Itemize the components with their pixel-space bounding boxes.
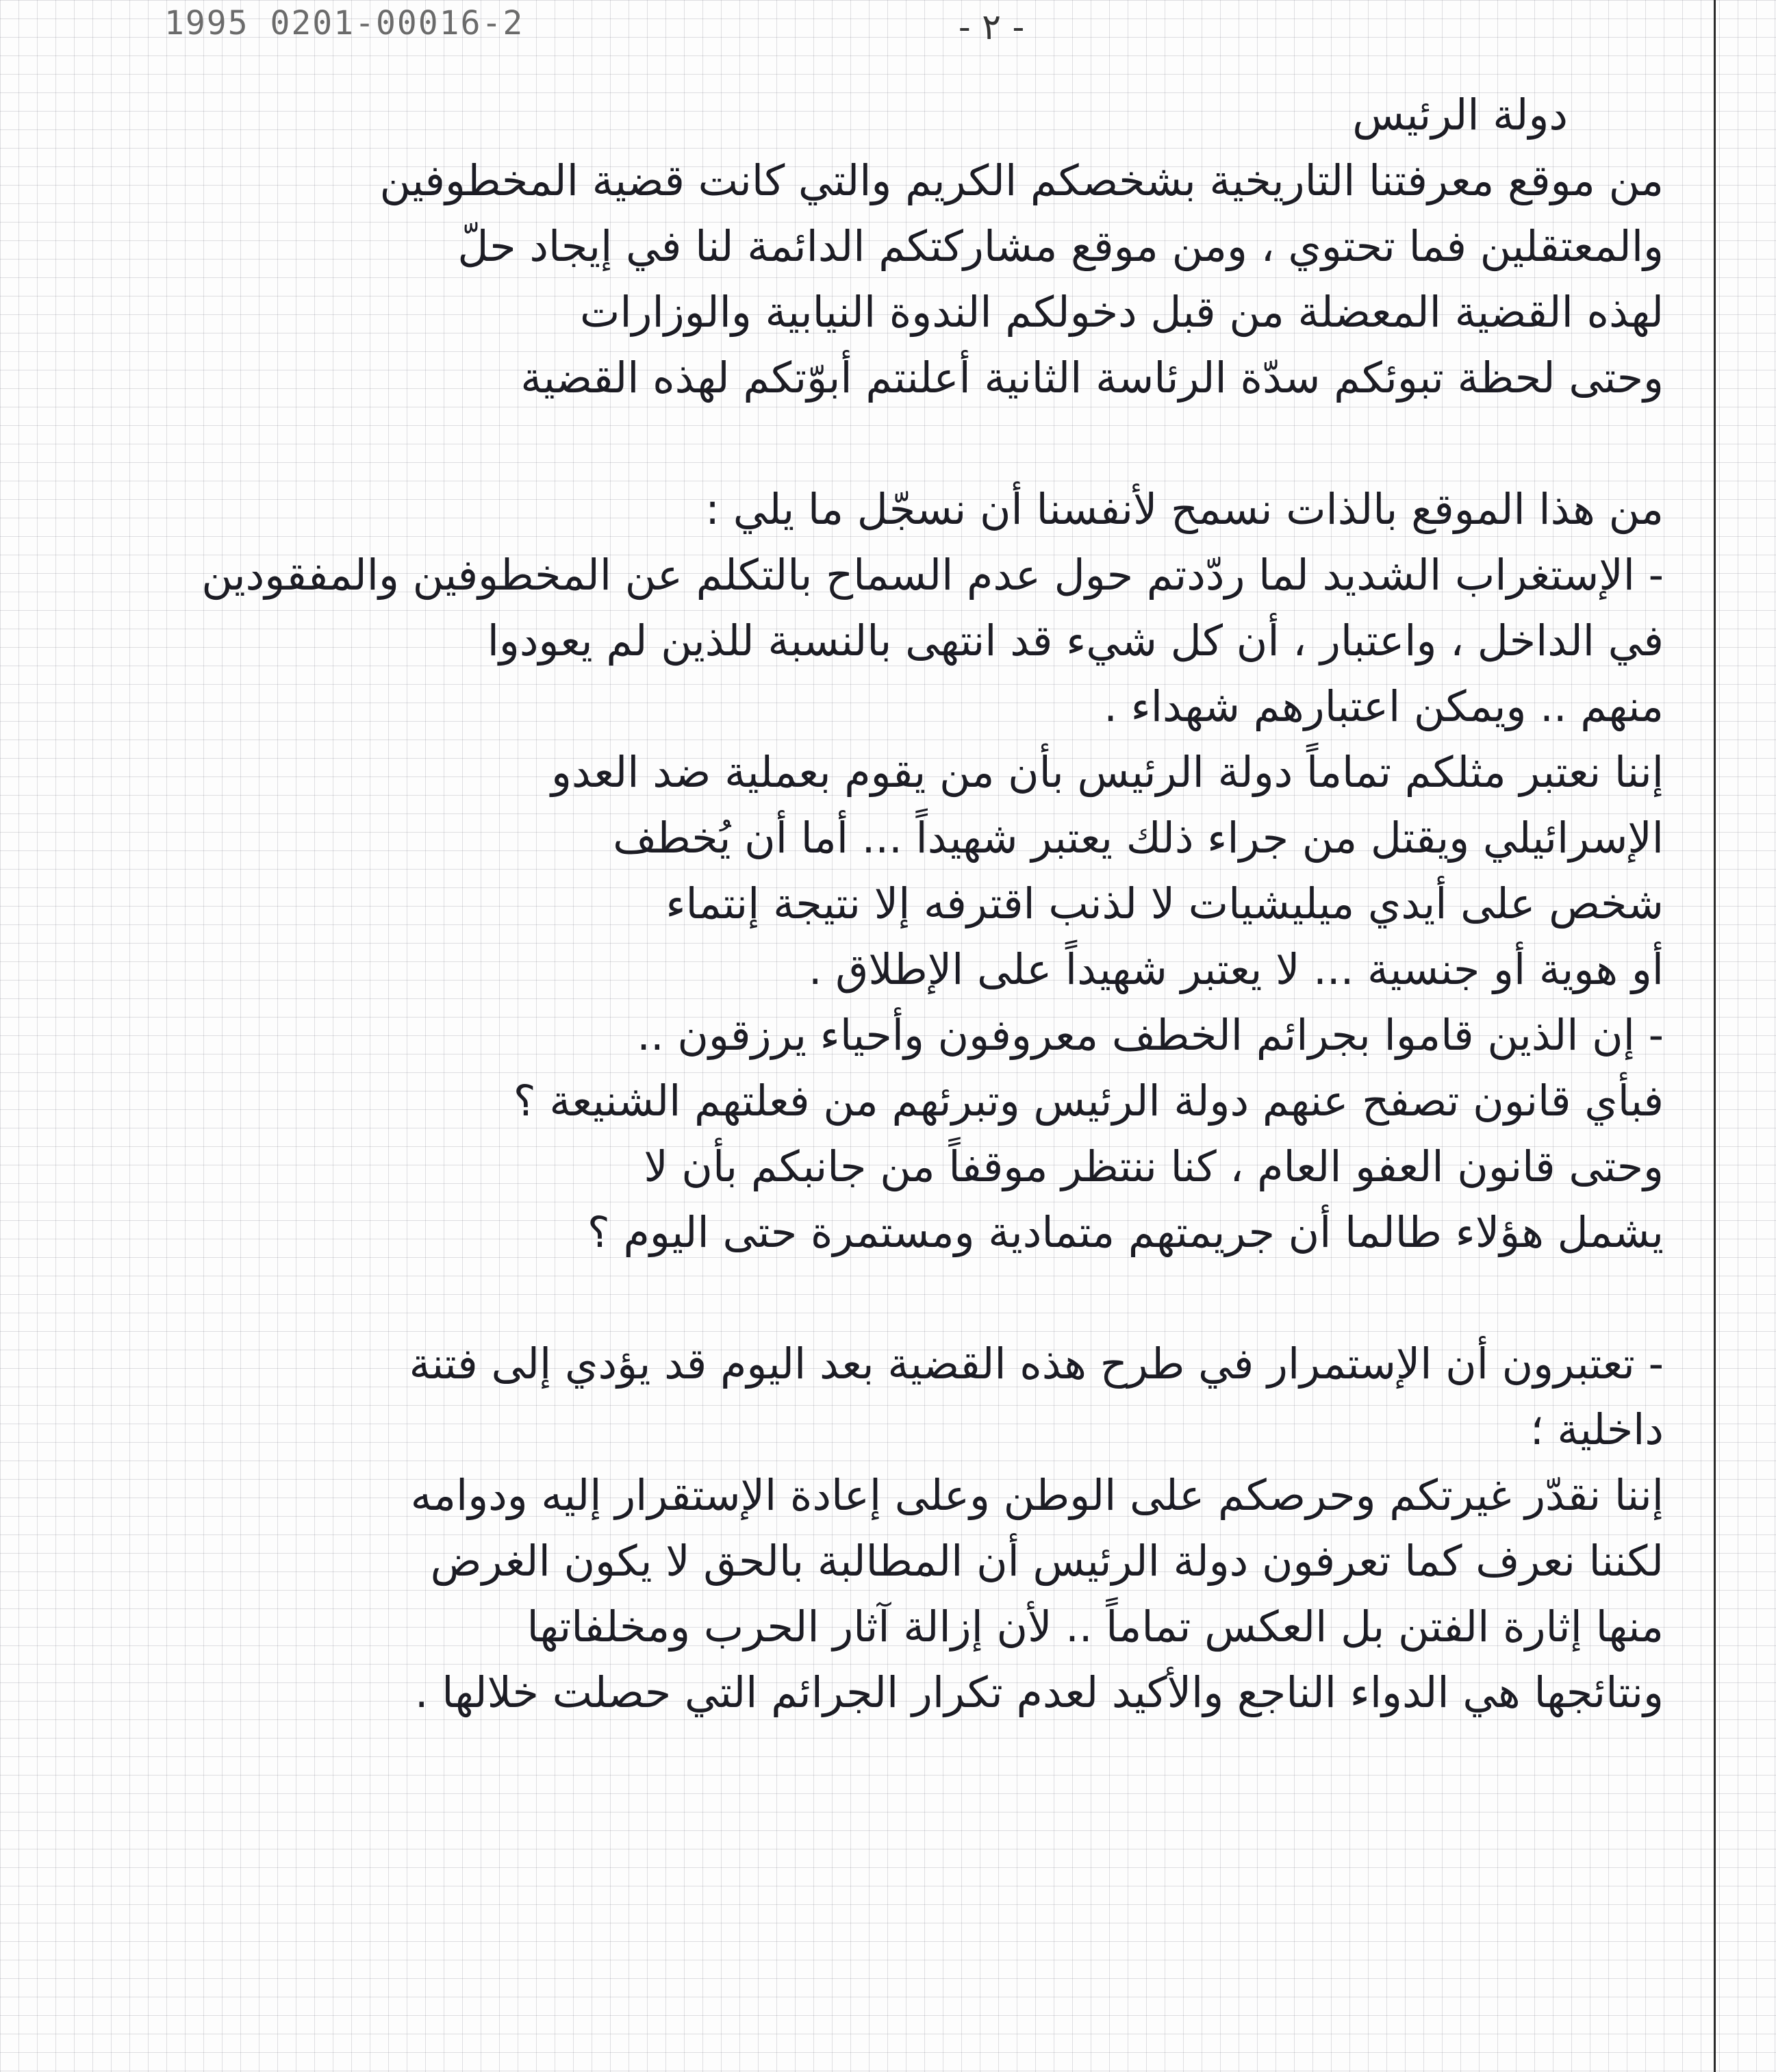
letter-line: إننا نقدّر غيرتكم وحرصكم على الوطن وعلى إعادة الإستقرار إليه ودوامه bbox=[410, 1470, 1664, 1520]
page-number: - ٢ - bbox=[959, 7, 1025, 48]
letter-line: وحتى لحظة تبوئكم سدّة الرئاسة الثانية أعلنتم أبوّتكم لهذه القضية bbox=[520, 353, 1664, 403]
letter-line: منهم .. ويمكن اعتبارهم شهداء . bbox=[1104, 681, 1664, 731]
letter-body bbox=[27, 82, 1691, 1726]
letter-line: من هذا الموقع بالذات نسمح لأنفسنا أن نسجّل ما يلي : bbox=[705, 484, 1664, 534]
letter-line: لكننا نعرف كما تعرفون دولة الرئيس أن المطالبة بالحق لا يكون الغرض bbox=[430, 1536, 1664, 1586]
letter-line: والمعتقلين فما تحتوي ، ومن موقع مشاركتكم الدائمة لنا في إيجاد حلّ bbox=[457, 221, 1664, 271]
letter-line: شخص على أيدي ميليشيات لا لذنب اقترفه إلا نتيجة إنتماء bbox=[665, 879, 1664, 928]
letter-line: إننا نعتبر مثلكم تماماً دولة الرئيس بأن من يقوم بعملية ضد العدو bbox=[550, 747, 1664, 797]
letter-line: - تعتبرون أن الإستمرار في طرح هذه القضية بعد اليوم قد يؤدي إلى فتنة bbox=[409, 1339, 1664, 1389]
letter-line: منها إثارة الفتن بل العكس تماماً .. لأن إزالة آثار الحرب ومخلفاتها bbox=[527, 1602, 1664, 1652]
letter-line: فبأي قانون تصفح عنهم دولة الرئيس وتبرئهم من فعلتهم الشنيعة ؟ bbox=[513, 1076, 1664, 1126]
letter-line-blank bbox=[27, 1265, 1691, 1331]
letter-line: - إن الذين قاموا بجرائم الخطف معروفون وأحياء يرزقون .. bbox=[637, 1010, 1664, 1060]
letter-line: - الإستغراب الشديد لما ردّدتم حول عدم السماح بالتكلم عن المخطوفين والمفقودين bbox=[201, 550, 1664, 600]
letter-line: داخلية ؛ bbox=[1530, 1404, 1664, 1454]
letter-line: أو هوية أو جنسية ... لا يعتبر شهيداً على الإطلاق . bbox=[808, 944, 1664, 994]
salutation: دولة الرئيس bbox=[1352, 90, 1568, 140]
page-edge-line bbox=[1714, 0, 1716, 2072]
letter-line: لهذه القضية المعضلة من قبل دخولكم الندوة النيابية والوزارات bbox=[579, 287, 1664, 337]
letter-line: ونتائجها هي الدواء الناجع والأكيد لعدم تكرار الجرائم التي حصلت خلالها . bbox=[414, 1667, 1664, 1717]
letter-line-blank bbox=[27, 411, 1691, 477]
letter-line: وحتى قانون العفو العام ، كنا ننتظر موقفاً من جانبكم بأن لا bbox=[644, 1141, 1664, 1191]
reference-number: 1995 0201-00016-2 bbox=[164, 4, 524, 42]
letter-line: الإسرائيلي ويقتل من جراء ذلك يعتبر شهيداً ... أما أن يُخطف bbox=[613, 813, 1664, 863]
letter-line: يشمل هؤلاء طالما أن جريمتهم متمادية ومستمرة حتى اليوم ؟ bbox=[587, 1207, 1664, 1257]
letter-line: من موقع معرفتنا التاريخية بشخصكم الكريم والتي كانت قضية المخطوفين bbox=[379, 155, 1664, 205]
letter-line: في الداخل ، واعتبار ، أن كل شيء قد انتهى بالنسبة للذين لم يعودوا bbox=[487, 616, 1664, 666]
